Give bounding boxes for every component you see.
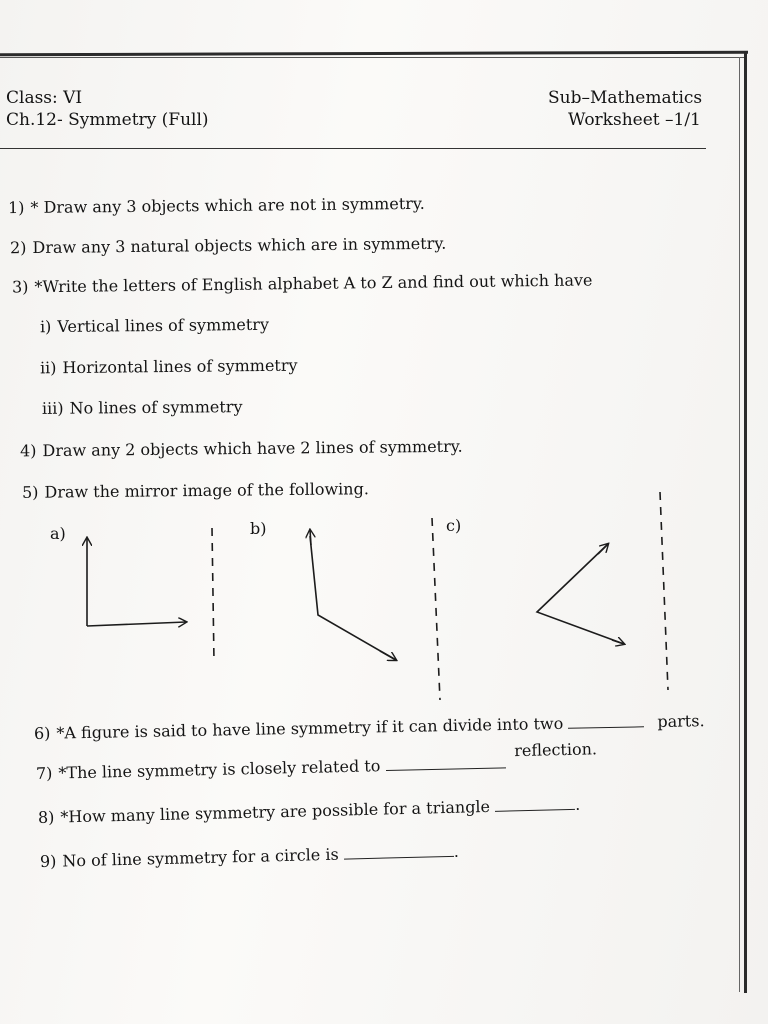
question-3: 3) *Write the letters of English alphabet A to Z and find out which have [11, 270, 593, 297]
worksheet-label: Worksheet –1/1 [568, 110, 701, 130]
subject-label: Sub–Mathematics [548, 88, 703, 108]
chapter-title: Ch.12- Symmetry (Full) [6, 110, 209, 130]
question-8: 8) *How many line symmetry are possible for a triangle . [37, 794, 581, 827]
question-3-part-iii: iii) No lines of symmetry [41, 397, 243, 418]
question-3-part-ii: ii) Horizontal lines of symmetry [39, 355, 298, 378]
figure-label-c: c) [446, 516, 462, 535]
answer-blank-9[interactable] [344, 842, 454, 860]
question-9: 9) No of line symmetry for a circle is . [39, 841, 460, 871]
figure-b-shape [310, 530, 396, 660]
figure-c-shape [537, 544, 624, 644]
question-2: 2) Draw any 3 natural objects which are in symmetry. [9, 233, 447, 258]
question-7: 7) *The line symmetry is closely related to reflection. [35, 739, 598, 783]
figure-label-a: a) [50, 524, 66, 543]
answer-blank-8[interactable] [495, 795, 575, 812]
mirror-line-b [432, 518, 440, 700]
mirror-line-c [660, 492, 668, 690]
answer-blank-6[interactable] [568, 712, 644, 728]
figure-label-b: b) [250, 519, 267, 538]
figure-a-shape [87, 538, 186, 626]
answer-blank-7[interactable] [385, 753, 505, 771]
mirror-line-a [212, 528, 214, 662]
question-4: 4) Draw any 2 objects which have 2 lines of symmetry. [19, 436, 463, 461]
question-1: 1) * Draw any 3 objects which are not in symmetry. [7, 193, 425, 218]
question-3-part-i: i) Vertical lines of symmetry [39, 314, 270, 337]
class-label: Class: VI [6, 88, 83, 108]
question-5: 5) Draw the mirror image of the following. [21, 479, 369, 502]
question-6: 6) *A figure is said to have line symmetry if it can divide into two parts. [33, 711, 705, 743]
